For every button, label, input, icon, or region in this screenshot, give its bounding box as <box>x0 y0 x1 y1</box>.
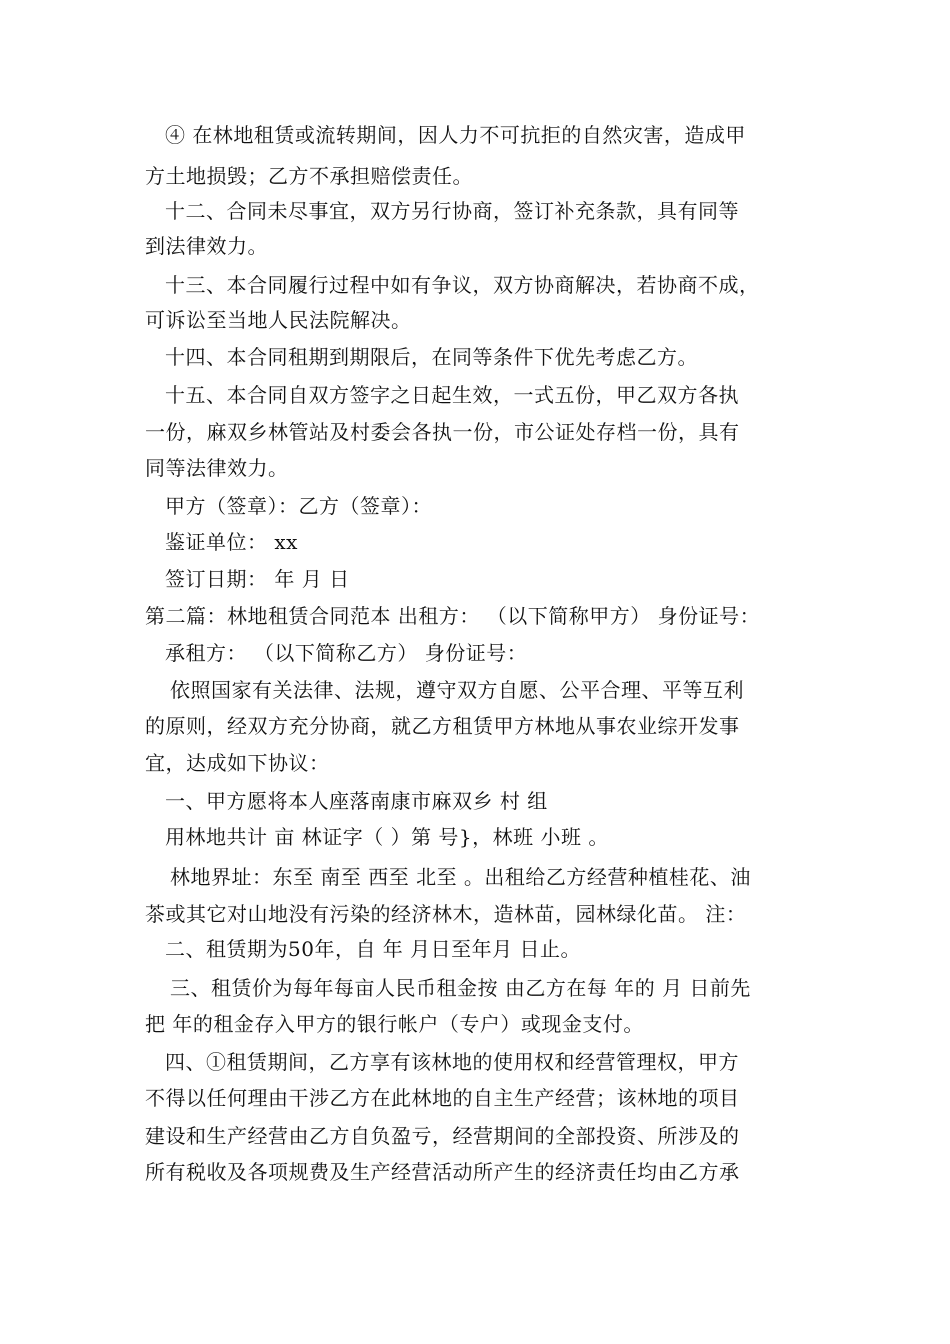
text-line: 宜，达成如下协议： <box>145 751 330 775</box>
text-line: 茶或其它对山地没有污染的经济林木，造林苗，园林绿化苗。 注： <box>145 902 747 926</box>
text-line: 十二、合同未尽事宜，双方另行协商，签订补充条款，具有同等 <box>165 199 739 223</box>
text-line: 到法律效力。 <box>145 234 268 258</box>
text-line: 十四、本合同租期到期限后，在同等条件下优先考虑乙方。 <box>165 345 698 369</box>
text-line: 可诉讼至当地人民法院解决。 <box>145 308 412 332</box>
text-line: 依照国家有关法律、法规，遵守双方自愿、公平合理、平等互利 <box>170 678 744 702</box>
text-line: 不得以任何理由干涉乙方在此林地的自主生产经营；该林地的项目 <box>145 1086 740 1110</box>
text-line: 的原则，经双方充分协商，就乙方租赁甲方林地从事农业综开发事 <box>145 714 740 738</box>
section-heading: 第二篇：林地租赁合同范本 出租方： （以下简称甲方） 身份证号： <box>145 604 761 628</box>
text-line: 一、甲方愿将本人座落南康市麻双乡 村 组 <box>165 789 548 813</box>
signature-parties: 甲方（签章）：乙方（签章）： <box>165 494 432 518</box>
text-line: 三、租赁价为每年每亩人民币租金按 由乙方在每 年的 月 日前先 <box>170 976 751 1000</box>
signing-date: 签订日期： 年 月 日 <box>165 567 350 591</box>
text-line: 所有税收及各项规费及生产经营活动所产生的经济责任均由乙方承 <box>145 1160 740 1184</box>
text-line: 用林地共计 亩 林证字（ ）第 号}，林班 小班 。 <box>165 825 609 849</box>
text-line: 方土地损毁；乙方不承担赔偿责任。 <box>145 164 473 188</box>
text-line: 十三、本合同履行过程中如有争议，双方协商解决，若协商不成， <box>165 273 760 297</box>
text-line: 一份，麻双乡林管站及村委会各执一份，市公证处存档一份，具有 <box>145 420 740 444</box>
certifying-unit: 鉴证单位： xx <box>165 530 298 554</box>
text-line: 建设和生产经营由乙方自负盈亏，经营期间的全部投资、所涉及的 <box>145 1124 740 1148</box>
text-line: 二、租赁期为50年，自 年 月日至年月 日止。 <box>165 937 582 961</box>
text-line: 林地界址：东至 南至 西至 北至 。出租给乙方经营种植桂花、油 <box>170 865 751 889</box>
text-line: 承租方： （以下简称乙方） 身份证号： <box>165 641 528 665</box>
text-line: 同等法律效力。 <box>145 456 289 480</box>
text-line: ④ 在林地租赁或流转期间，因人力不可抗拒的自然灾害，造成甲 <box>165 123 746 147</box>
text-line: 把 年的租金存入甲方的银行帐户（专户）或现金支付。 <box>145 1012 644 1036</box>
text-line: 四、①租赁期间，乙方享有该林地的使用权和经营管理权，甲方 <box>165 1050 739 1074</box>
text-line: 十五、本合同自双方签字之日起生效，一式五份，甲乙双方各执 <box>165 383 739 407</box>
